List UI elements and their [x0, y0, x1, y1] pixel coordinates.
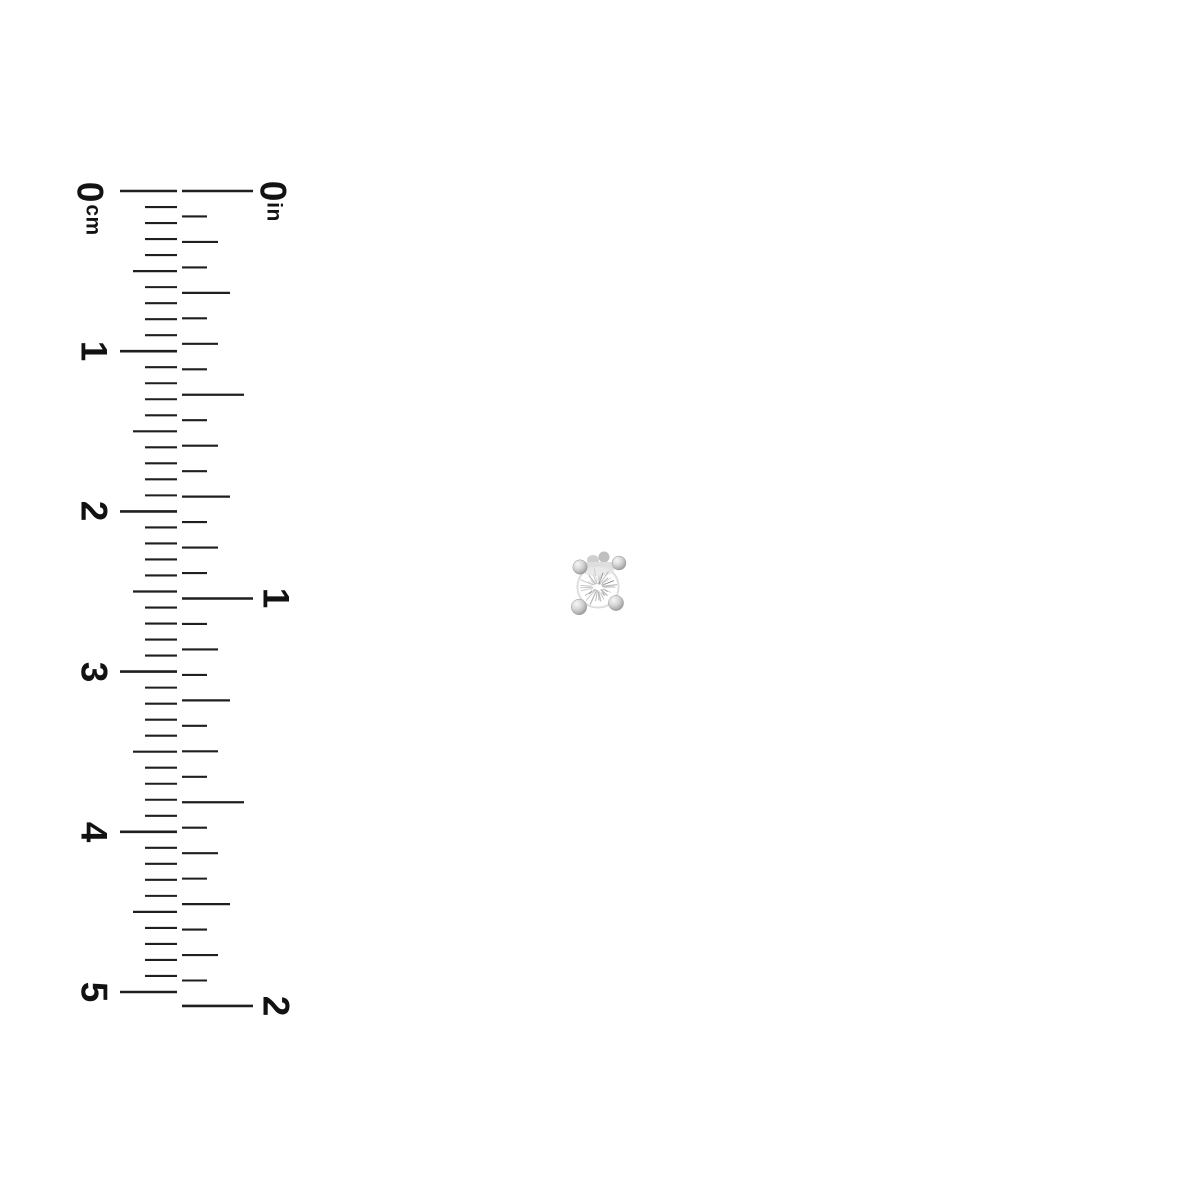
prong-ball	[573, 560, 587, 574]
facet-line	[598, 592, 599, 600]
prong-ball	[571, 599, 587, 615]
cm-number-4: 4	[73, 821, 115, 843]
cm-number-2: 2	[73, 501, 115, 522]
prong-ball	[608, 595, 623, 610]
inch-zero-label: 0	[252, 180, 294, 202]
cm-number-5: 5	[73, 981, 115, 1003]
diamond-stud-earring	[554, 541, 646, 633]
cm-ticks	[120, 191, 177, 992]
inch-number-2: 2	[255, 995, 297, 1017]
inch-ticks	[182, 191, 253, 1006]
cm-zero-label: 0	[69, 181, 111, 203]
cm-unit-label: cm	[81, 204, 105, 236]
prong-ball	[612, 556, 626, 570]
inch-unit-label: in	[262, 202, 286, 222]
inch-number-1: 1	[255, 588, 297, 609]
cm-number-1: 1	[73, 340, 115, 362]
cm-number-3: 3	[73, 661, 115, 682]
